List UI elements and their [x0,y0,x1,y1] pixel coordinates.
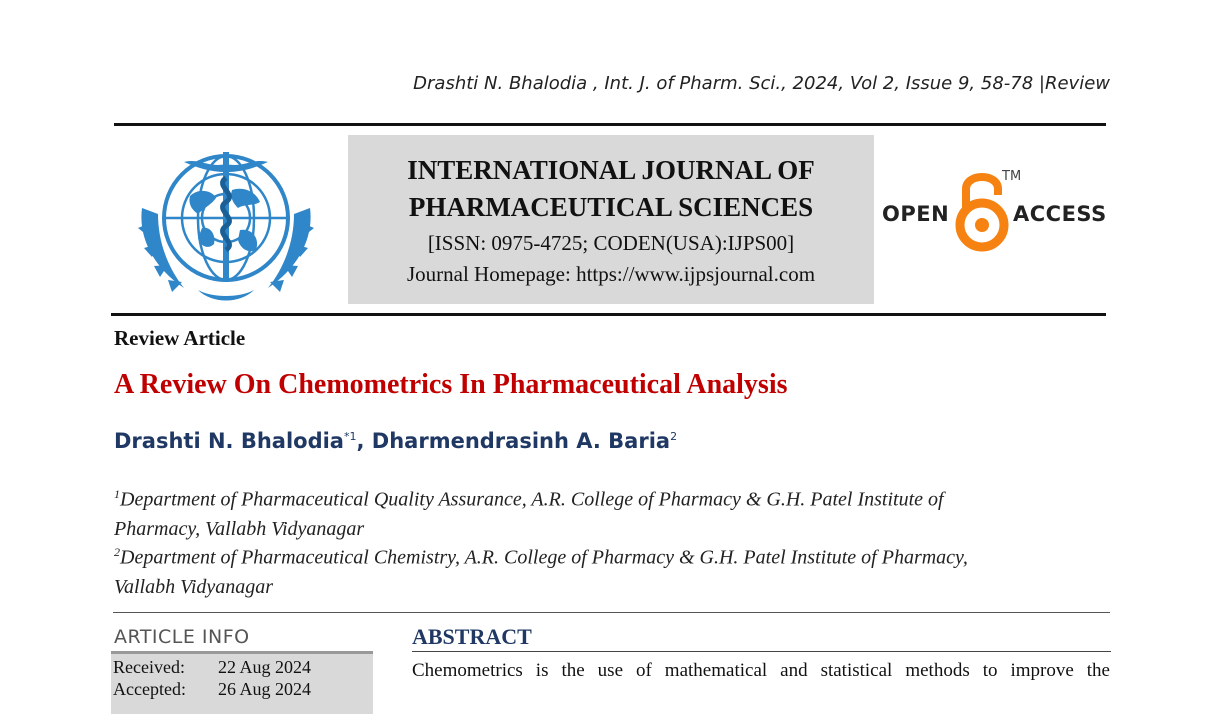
affiliation [114,480,1104,544]
affiliation-number: 2 [114,545,120,559]
open-access-logo [880,165,1108,255]
affiliation-line: Pharmacy, Vallabh Vidyanagar [114,517,365,540]
abstract-text: Chemometrics is the use of mathematical and statistical methods to improve the [412,660,1110,681]
accepted-date: 26 Aug 2024 [218,679,312,699]
affiliation-line: Department of Pharmaceutical Chemistry, A.R. College of Pharmacy & G.H. Patel Institute of Pharmacy, [120,546,968,569]
running-head: Drashti N. Bhalodia , Int. J. of Pharm. Sci., 2024, Vol 2, Issue 9, 58-78 |Review [413,73,1110,94]
journal-issn: [ISSN: 0975-4725; CODEN(USA):IJPS00] [427,231,795,255]
top-rule [114,123,1106,126]
affiliation-number: 1 [114,487,120,501]
journal-title-line1: INTERNATIONAL JOURNAL OF [407,155,815,185]
article-info-box [111,654,373,714]
trademark-mark: TM [1002,169,1022,184]
journal-masthead [348,135,874,304]
open-access-left: OPEN [882,202,950,226]
journal-title [348,152,874,226]
journal-emblem-icon [128,138,324,306]
journal-homepage[interactable]: Journal Homepage: https://www.ijpsjournal.com [406,262,816,286]
author-mark: 2 [670,430,678,443]
abstract-heading: ABSTRACT [412,624,532,649]
author-list [114,429,677,453]
affiliation-line: Department of Pharmaceutical Quality Assurance, A.R. College of Pharmacy & G.H. Patel Institute of [120,488,944,511]
abstract-rule [412,651,1111,652]
author-name[interactable]: Drashti N. Bhalodia [114,429,344,453]
article-title: A Review On Chemometrics In Pharmaceutical Analysis [114,369,788,400]
journal-title-line2: PHARMACEUTICAL SCIENCES [408,192,814,222]
section-rule [113,612,1110,613]
received-date: 22 Aug 2024 [218,657,312,677]
author-separator: , [356,429,372,453]
header-rule [111,313,1106,316]
open-access-right: ACCESS [1013,202,1107,226]
accepted-label: Accepted: [113,679,186,699]
affiliation-line: Vallabh Vidyanagar [114,575,274,598]
article-info-heading: ARTICLE INFO [114,626,250,648]
article-type: Review Article [114,326,246,350]
received-row [113,657,311,678]
author-mark: *1 [343,430,357,443]
affiliation [114,538,1104,602]
received-label: Received: [113,657,185,677]
author-name[interactable]: Dharmendrasinh A. Baria [371,429,671,453]
accepted-row [113,679,311,700]
